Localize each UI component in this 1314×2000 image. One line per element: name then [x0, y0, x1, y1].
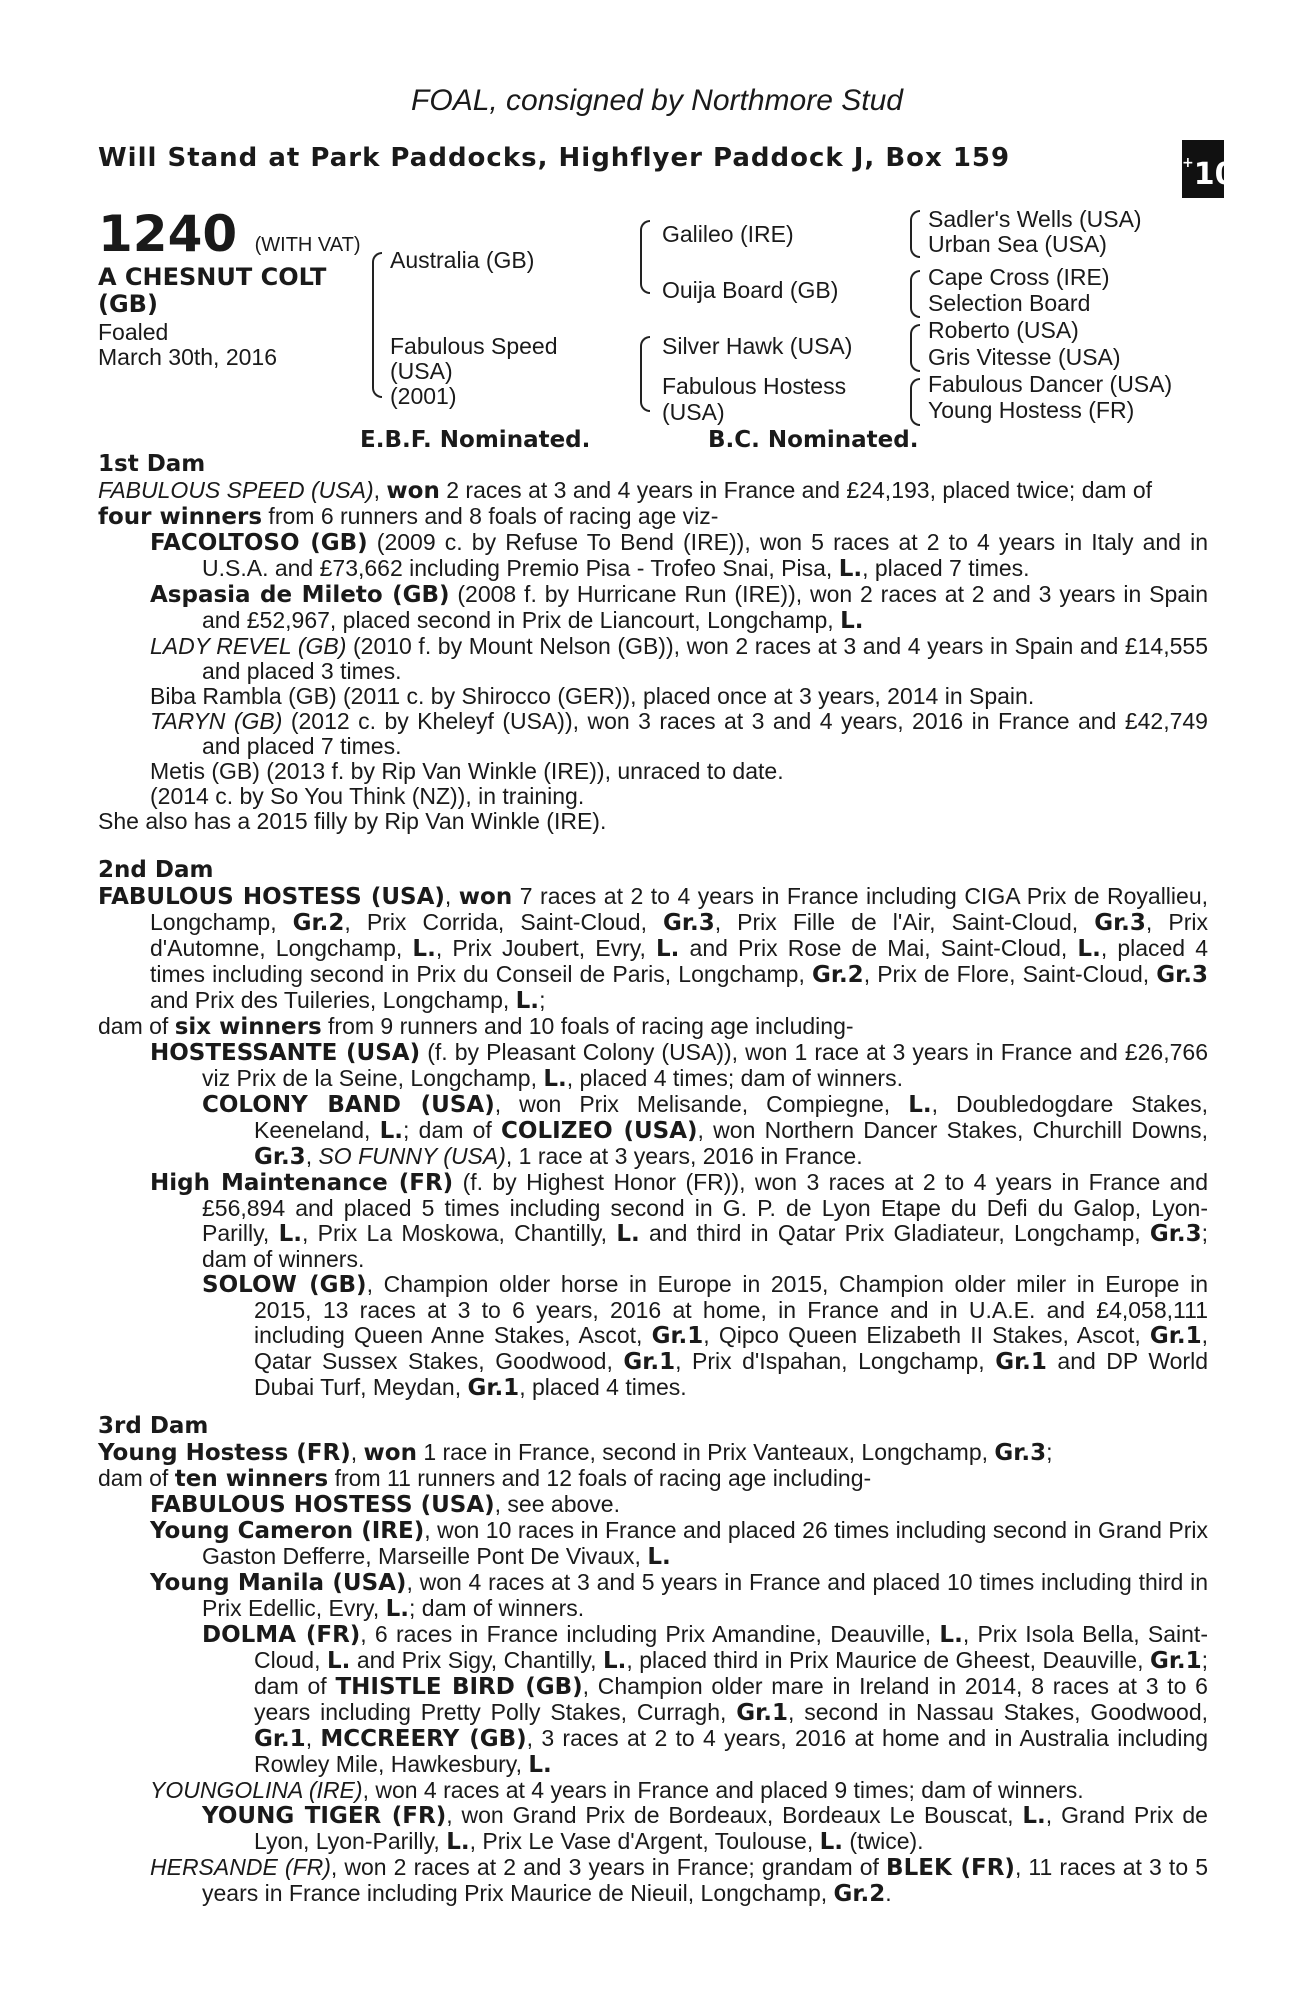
pedigree-g5: Roberto (USA) [928, 317, 1079, 343]
lot-description: A CHESNUT COLT [98, 263, 327, 291]
second-dam-heading: 2nd Dam [98, 857, 214, 883]
pedigree-dam-origin: (USA) [390, 358, 453, 384]
offspring-entry: Young Manila (USA), won 4 races at 3 and 5 years in France and placed 10 times including third in Prix Edellic, Evry, L.; dam of winners. [150, 1569, 1208, 1622]
pedigree-brace-3c [910, 324, 920, 372]
pedigree-brace-2a [640, 220, 650, 294]
pedigree-g7: Fabulous Dancer (USA) [928, 371, 1173, 397]
offspring-entry: (2014 c. by So You Think (NZ)), in training. [150, 783, 585, 809]
offspring-entry: FABULOUS HOSTESS (USA), see above. [150, 1491, 620, 1518]
foal-date: March 30th, 2016 [98, 344, 278, 370]
bc-nominated: B.C. Nominated. [708, 427, 919, 453]
pedigree-brace-3b [910, 270, 920, 318]
offspring-entry: High Maintenance (FR) (f. by Highest Honor (FR)), won 3 races at 2 to 4 years in France and £56,894 and placed 5 times including second in G. P. de Lyon Etape du Defi du Galop, Lyon-Parilly, L., Prix La Moskowa, Chantilly, L. and third in Qatar Prix Gladiateur, Longchamp, Gr.3; dam of winners. [150, 1169, 1208, 1272]
third-dam-summary: Young Hostess (FR), won 1 race in France, second in Prix Vanteaux, Longchamp, Gr.3; [98, 1439, 1053, 1466]
pedigree-dam: Fabulous Speed [390, 333, 558, 359]
pedigree-g8: Young Hostess (FR) [928, 397, 1135, 423]
grand-offspring-entry: COLONY BAND (USA), won Prix Melisande, Compiegne, L., Doubledogdare Stakes, Keeneland, L.; dam of COLIZEO (USA), won Northern Dancer Stakes, Churchill Downs, Gr.3, SO FUNNY (USA), 1 race at 3 years, 2016 in France. [202, 1091, 1209, 1170]
stand-location: Will Stand at Park Paddocks, Highflyer Paddock J, Box 159 [98, 143, 1011, 173]
grand-offspring-entry: SOLOW (GB), Champion older horse in Europe in 2015, Champion older miler in Europe in 2015, 13 races at 3 to 6 years, 2016 at home, in France and in U.A.E. and £4,058,111 including Queen Anne Stakes, Ascot, Gr.1, Qipco Queen Elizabeth II Stakes, Ascot, Gr.1, Qatar Sussex Stakes, Goodwood, Gr.1, Prix d'Ispahan, Longchamp, Gr.1 and DP World Dubai Turf, Meydan, Gr.1, placed 4 times. [202, 1271, 1208, 1401]
offspring-entry: HERSANDE (FR), won 2 races at 2 and 3 years in France; grandam of BLEK (FR), 11 races at 3 to 5 years in France including Prix Maurice de Nieuil, Longchamp, Gr.2. [150, 1854, 1209, 1907]
first-dam-summary: FABULOUS SPEED (USA), won 2 races at 3 and 4 years in France and £24,193, placed twice; dam of four winners from 6 runners and 8 foals of racing age viz- [98, 477, 1153, 530]
pedigree-dam-dam-origin: (USA) [662, 399, 725, 425]
pedigree-dam-dam: Fabulous Hostess [662, 373, 847, 399]
lot-description-origin: (GB) [98, 290, 158, 318]
first-dam-heading: 1st Dam [98, 451, 206, 477]
grand-offspring-entry: DOLMA (FR), 6 races in France including Prix Amandine, Deauville, L., Prix Isola Bella, Saint-Cloud, L. and Prix Sigy, Chantilly, L., placed third in Prix Maurice de Gheest, Deauville, Gr.1; dam of THISTLE BIRD (GB), Champion older mare in Ireland in 2014, 8 races at 3 to 6 years including Pretty Polly Stakes, Curragh, Gr.1, second in Nassau Stakes, Goodwood, Gr.1, MCCREERY (GB), 3 races at 2 to 4 years, 2016 at home and in Australia including Rowley Mile, Hawkesbury, L. [202, 1621, 1209, 1778]
offspring-entry: Biba Rambla (GB) (2011 c. by Shirocco (GER)), placed once at 3 years, 2014 in Spain. [150, 683, 1035, 709]
offspring-entry: HOSTESSANTE (USA) (f. by Pleasant Colony (USA)), won 1 race at 3 years in France and £26,766 viz Prix de la Seine, Longchamp, L., placed 4 times; dam of winners. [150, 1039, 1208, 1092]
pedigree-g1: Sadler's Wells (USA) [928, 206, 1142, 232]
pedigree-brace-3d [910, 378, 920, 426]
pedigree-sire-sire: Galileo (IRE) [662, 221, 794, 247]
offspring-entry: FACOLTOSO (GB) (2009 c. by Refuse To Bend (IRE)), won 5 races at 2 to 4 years in Italy and in U.S.A. and £73,662 including Premio Pisa - Trofeo Snai, Pisa, L., placed 7 times. [150, 529, 1208, 582]
pedigree-brace-3a [910, 210, 920, 258]
pedigree-g4: Selection Board [928, 290, 1091, 316]
lot-vat: (WITH VAT) [254, 234, 361, 256]
offspring-entry: Metis (GB) (2013 f. by Rip Van Winkle (IRE)), unraced to date. [150, 758, 784, 784]
pedigree-dam-year: (2001) [390, 383, 457, 409]
second-dam-summary: FABULOUS HOSTESS (USA), won 7 races at 2 to 4 years in France including CIGA Prix de Royallieu, Longchamp, Gr.2, Prix Corrida, Saint-Cloud, Gr.3, Prix Fille de l'Air, Saint-Cloud, Gr.3, Prix d'Automne, Longchamp, L., Prix Joubert, Evry, L. and Prix Rose de Mai, Saint-Cloud, L., placed 4 times including second in Prix du Conseil de Paris, Longchamp, Gr.2, Prix de Flore, Saint-Cloud, Gr.3 and Prix des Tuileries, Longchamp, L.; [98, 883, 1209, 1014]
offspring-entry: Aspasia de Mileto (GB) (2008 f. by Hurricane Run (IRE)), won 2 races at 2 and 3 years in Spain and £52,967, placed second in Prix de Liancourt, Longchamp, L. [150, 581, 1208, 634]
offspring-entry: TARYN (GB) (2012 c. by Kheleyf (USA)), won 3 races at 3 and 4 years, 2016 in France and £42,749 and placed 7 times. [150, 708, 1208, 759]
third-dam-produce: dam of ten winners from 11 runners and 12 foals of racing age including- [98, 1465, 872, 1492]
pedigree-g6: Gris Vitesse (USA) [928, 344, 1121, 370]
ebf-nominated: E.B.F. Nominated. [360, 427, 591, 453]
badge-number: 10 [1193, 157, 1236, 192]
first-dam-section [98, 478, 1208, 834]
grand-offspring-entry: YOUNG TIGER (FR), won Grand Prix de Bordeaux, Bordeaux Le Bouscat, L., Grand Prix de Lyon, Lyon-Parilly, L., Prix Le Vase d'Argent, Toulouse, L. (twice). [202, 1802, 1208, 1855]
foaled-label: Foaled [98, 319, 169, 345]
pedigree-g3: Cape Cross (IRE) [928, 264, 1110, 290]
second-dam-produce: dam of six winners from 9 runners and 10 foals of racing age including- [98, 1013, 854, 1040]
third-dam-heading: 3rd Dam [98, 1413, 209, 1439]
pedigree-sire: Australia (GB) [390, 247, 535, 273]
pedigree-sire-dam: Ouija Board (GB) [662, 277, 839, 303]
lot-number [98, 205, 361, 271]
badge-plus: + [1182, 155, 1194, 171]
lot-badge [1182, 140, 1236, 198]
pedigree-brace-1 [372, 252, 382, 398]
consignor-line: FOAL, consigned by Northmore Stud [411, 84, 903, 117]
pedigree-brace-2b [640, 336, 650, 412]
second-dam-section [98, 884, 1208, 1401]
third-dam-section [98, 1440, 1208, 1907]
offspring-entry: LADY REVEL (GB) (2010 f. by Mount Nelson (GB)), won 2 races at 3 and 4 years in Spain and £14,555 and placed 3 times. [150, 633, 1208, 684]
pedigree-dam-sire: Silver Hawk (USA) [662, 333, 853, 359]
first-dam-note: She also has a 2015 filly by Rip Van Winkle (IRE). [98, 808, 607, 834]
lot-number-value: 1240 [98, 205, 238, 263]
offspring-entry: YOUNGOLINA (IRE), won 4 races at 4 years in France and placed 9 times; dam of winners. [150, 1777, 1084, 1803]
pedigree-g2: Urban Sea (USA) [928, 231, 1107, 257]
offspring-entry: Young Cameron (IRE), won 10 races in France and placed 26 times including second in Grand Prix Gaston Defferre, Marseille Pont De Vivaux, L. [150, 1517, 1208, 1570]
